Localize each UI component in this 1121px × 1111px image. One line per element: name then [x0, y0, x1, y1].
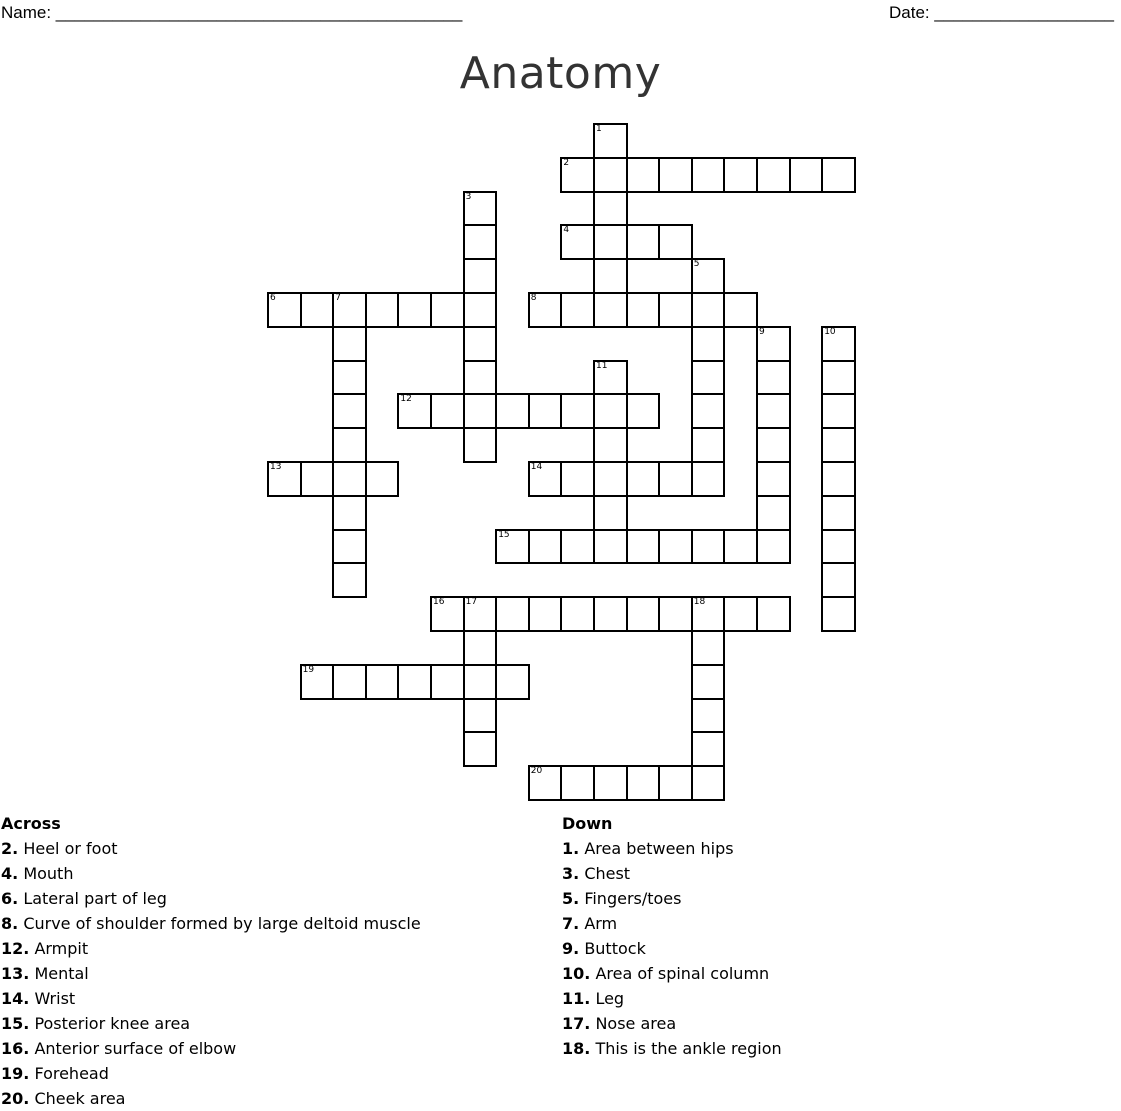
crossword-cell[interactable]	[332, 326, 367, 362]
date-field[interactable]: Date: ___________________	[889, 3, 1114, 22]
clue-across-item: 4. Mouth	[1, 864, 74, 883]
crossword-cell[interactable]	[300, 461, 335, 497]
clue-number: 6	[270, 293, 276, 303]
crossword-cell[interactable]	[560, 596, 595, 632]
crossword-cell[interactable]	[658, 292, 693, 328]
crossword-cell[interactable]	[691, 326, 726, 362]
crossword-cell[interactable]	[691, 461, 726, 497]
crossword-cell[interactable]	[756, 529, 791, 565]
crossword-cell[interactable]	[463, 224, 498, 260]
crossword-cell[interactable]	[756, 596, 791, 632]
crossword-cell[interactable]	[658, 224, 693, 260]
clue-across-item: 20. Cheek area	[1, 1089, 126, 1108]
crossword-cell[interactable]	[430, 292, 465, 328]
clue-across-item: 19. Forehead	[1, 1064, 109, 1083]
clue-across-item: 13. Mental	[1, 964, 89, 983]
clue-across-item: 16. Anterior surface of elbow	[1, 1039, 237, 1058]
crossword-cell[interactable]	[463, 596, 498, 632]
crossword-cell[interactable]	[332, 427, 367, 463]
crossword-cell[interactable]	[332, 393, 367, 429]
clue-number: 18	[693, 597, 706, 608]
crossword-cell[interactable]	[691, 427, 726, 463]
crossword-cell[interactable]	[756, 157, 791, 193]
crossword-cell[interactable]	[593, 360, 628, 396]
crossword-cell[interactable]	[560, 157, 595, 193]
clue-number: 14	[530, 462, 543, 472]
crossword-cell[interactable]	[593, 123, 628, 159]
clue-across-item: 6. Lateral part of leg	[1, 889, 167, 908]
crossword-cell[interactable]	[691, 596, 726, 632]
crossword-cell[interactable]	[723, 157, 758, 193]
clue-number: 15	[498, 529, 510, 540]
crossword-cell[interactable]	[658, 596, 693, 632]
crossword-cell[interactable]	[626, 529, 661, 565]
crossword-cell[interactable]	[593, 157, 628, 193]
puzzle-title: Anatomy	[459, 48, 662, 99]
crossword-cell[interactable]	[821, 529, 856, 565]
crossword-cell[interactable]	[821, 157, 856, 193]
crossword-cell[interactable]	[593, 292, 628, 328]
crossword-cell[interactable]	[528, 461, 563, 497]
crossword-cell[interactable]	[626, 765, 661, 801]
crossword-cell[interactable]	[560, 224, 595, 260]
crossword-cell[interactable]	[723, 596, 758, 632]
crossword-cell[interactable]	[756, 495, 791, 531]
crossword-cell[interactable]	[463, 731, 498, 767]
crossword-cell[interactable]	[495, 596, 530, 632]
clue-down-item: 17. Nose area	[562, 1014, 677, 1033]
crossword-cell[interactable]	[691, 630, 726, 666]
crossword-cell[interactable]	[463, 258, 498, 294]
clue-down-item: 10. Area of spinal column	[562, 964, 770, 983]
crossword-cell[interactable]	[332, 461, 367, 497]
across-heading: Across	[1, 814, 61, 833]
clue-down-item: 7. Arm	[562, 914, 618, 933]
crossword-cell[interactable]	[463, 698, 498, 734]
crossword-cell[interactable]	[300, 292, 335, 328]
clue-across-item: 2. Heel or foot	[1, 839, 118, 858]
clue-number: 19	[302, 664, 315, 675]
crossword-cell[interactable]	[365, 664, 400, 700]
crossword-cell[interactable]	[789, 157, 824, 193]
crossword-cell[interactable]	[560, 393, 595, 429]
crossword-cell[interactable]	[267, 292, 302, 328]
crossword-cell[interactable]	[626, 393, 661, 429]
crossword-cell[interactable]	[397, 664, 432, 700]
crossword-cell[interactable]	[723, 529, 758, 565]
crossword-cell[interactable]	[691, 664, 726, 700]
crossword-cell[interactable]	[756, 360, 791, 396]
crossword-cell[interactable]	[691, 731, 726, 767]
clue-down-item: 11. Leg	[562, 989, 625, 1008]
crossword-cell[interactable]	[691, 292, 726, 328]
clue-number: 2	[563, 157, 570, 168]
crossword-cell[interactable]	[528, 596, 563, 632]
crossword-cell[interactable]	[528, 292, 563, 328]
crossword-cell[interactable]	[593, 529, 628, 565]
crossword-cell[interactable]	[593, 765, 628, 801]
clue-down-item: 18. This is the ankle region	[562, 1039, 782, 1058]
crossword-cell[interactable]	[463, 630, 498, 666]
crossword-cell[interactable]	[626, 292, 661, 328]
crossword-cell[interactable]	[821, 596, 856, 632]
clue-across-item: 12. Armpit	[1, 939, 89, 958]
crossword-cell[interactable]	[691, 258, 726, 294]
clue-number: 12	[400, 394, 412, 405]
crossword-cell[interactable]	[658, 157, 693, 193]
crossword-cell[interactable]	[463, 292, 498, 328]
crossword-cell[interactable]	[821, 562, 856, 598]
crossword-cell[interactable]	[691, 698, 726, 734]
crossword-cell[interactable]	[821, 326, 856, 362]
crossword-cell[interactable]	[430, 393, 465, 429]
crossword-cell[interactable]	[593, 224, 628, 260]
crossword-cell[interactable]	[593, 596, 628, 632]
clue-down-item: 3. Chest	[562, 864, 631, 883]
down-heading: Down	[562, 814, 613, 833]
crossword-cell[interactable]	[495, 529, 530, 565]
crossword-cell[interactable]	[528, 529, 563, 565]
clue-number: 9	[759, 326, 765, 337]
crossword-cell[interactable]	[463, 664, 498, 700]
clue-number: 17	[465, 597, 478, 608]
crossword-cell[interactable]	[658, 765, 693, 801]
crossword-cell[interactable]	[430, 664, 465, 700]
crossword-cell[interactable]	[626, 596, 661, 632]
crossword-cell[interactable]	[756, 461, 791, 497]
clue-number: 16	[433, 597, 445, 608]
crossword-cell[interactable]	[267, 461, 302, 497]
crossword-cell[interactable]	[756, 326, 791, 362]
clue-number: 8	[530, 293, 537, 303]
crossword-cell[interactable]	[300, 664, 335, 700]
clue-number: 5	[693, 259, 700, 270]
crossword-cell[interactable]	[723, 292, 758, 328]
down-clues	[562, 811, 1102, 1061]
crossword-cell[interactable]	[821, 393, 856, 429]
crossword-cell[interactable]	[821, 461, 856, 497]
crossword-cell[interactable]	[756, 427, 791, 463]
crossword-cell[interactable]	[691, 393, 726, 429]
crossword-cell[interactable]	[463, 326, 498, 362]
across-clues	[1, 811, 521, 1111]
crossword-cell[interactable]	[365, 461, 400, 497]
crossword-cell[interactable]	[560, 292, 595, 328]
crossword-cell[interactable]	[626, 157, 661, 193]
clue-number: 3	[465, 191, 472, 202]
crossword-cell[interactable]	[463, 360, 498, 396]
crossword-cell[interactable]	[528, 393, 563, 429]
crossword-cell[interactable]	[626, 224, 661, 260]
crossword-cell[interactable]	[593, 427, 628, 463]
crossword-cell[interactable]	[397, 393, 432, 429]
crossword-cell[interactable]	[593, 191, 628, 227]
clue-across-item: 15. Posterior knee area	[1, 1014, 191, 1033]
clue-number: 1	[596, 124, 602, 134]
crossword-cell[interactable]	[332, 529, 367, 565]
crossword-cell[interactable]	[821, 495, 856, 531]
crossword-cell[interactable]	[821, 427, 856, 463]
crossword-cell[interactable]	[658, 461, 693, 497]
crossword-cell[interactable]	[560, 461, 595, 497]
clue-across-item: 14. Wrist	[1, 989, 76, 1008]
clue-number: 4	[563, 225, 570, 236]
crossword-cell[interactable]	[332, 495, 367, 531]
clue-number: 7	[335, 293, 341, 303]
crossword-cell[interactable]	[495, 393, 530, 429]
clue-number: 11	[596, 360, 608, 371]
crossword-cell[interactable]	[365, 292, 400, 328]
crossword-cell[interactable]	[691, 765, 726, 801]
crossword-cell[interactable]	[463, 427, 498, 463]
crossword-cell[interactable]	[593, 393, 628, 429]
clue-down-item: 1. Area between hips	[562, 839, 734, 858]
crossword-cell[interactable]	[626, 461, 661, 497]
name-field[interactable]: Name: ___________________________________________	[1, 3, 463, 22]
crossword-cell[interactable]	[332, 292, 367, 328]
crossword-cell[interactable]	[658, 529, 693, 565]
crossword-cell[interactable]	[332, 664, 367, 700]
clue-number: 13	[270, 462, 282, 472]
clue-down-item: 9. Buttock	[562, 939, 646, 958]
crossword-cell[interactable]	[332, 360, 367, 396]
crossword-cell[interactable]	[593, 258, 628, 294]
crossword-cell[interactable]	[495, 664, 530, 700]
clue-number: 10	[824, 326, 836, 337]
clue-across-item: 8. Curve of shoulder formed by large deltoid muscle	[1, 914, 421, 933]
crossword-cell[interactable]	[463, 191, 498, 227]
crossword-cell[interactable]	[430, 596, 465, 632]
crossword-cell[interactable]	[593, 461, 628, 497]
crossword-cell[interactable]	[691, 529, 726, 565]
crossword-cell[interactable]	[691, 157, 726, 193]
crossword-cell[interactable]	[397, 292, 432, 328]
crossword-cell[interactable]	[821, 360, 856, 396]
crossword-cell[interactable]	[528, 765, 563, 801]
clue-number: 20	[530, 766, 543, 777]
crossword-cell[interactable]	[593, 495, 628, 531]
crossword-cell[interactable]	[560, 529, 595, 565]
crossword-cell[interactable]	[332, 562, 367, 598]
crossword-cell[interactable]	[691, 360, 726, 396]
crossword-cell[interactable]	[463, 393, 498, 429]
clue-down-item: 5. Fingers/toes	[562, 889, 682, 908]
crossword-cell[interactable]	[756, 393, 791, 429]
crossword-cell[interactable]	[560, 765, 595, 801]
